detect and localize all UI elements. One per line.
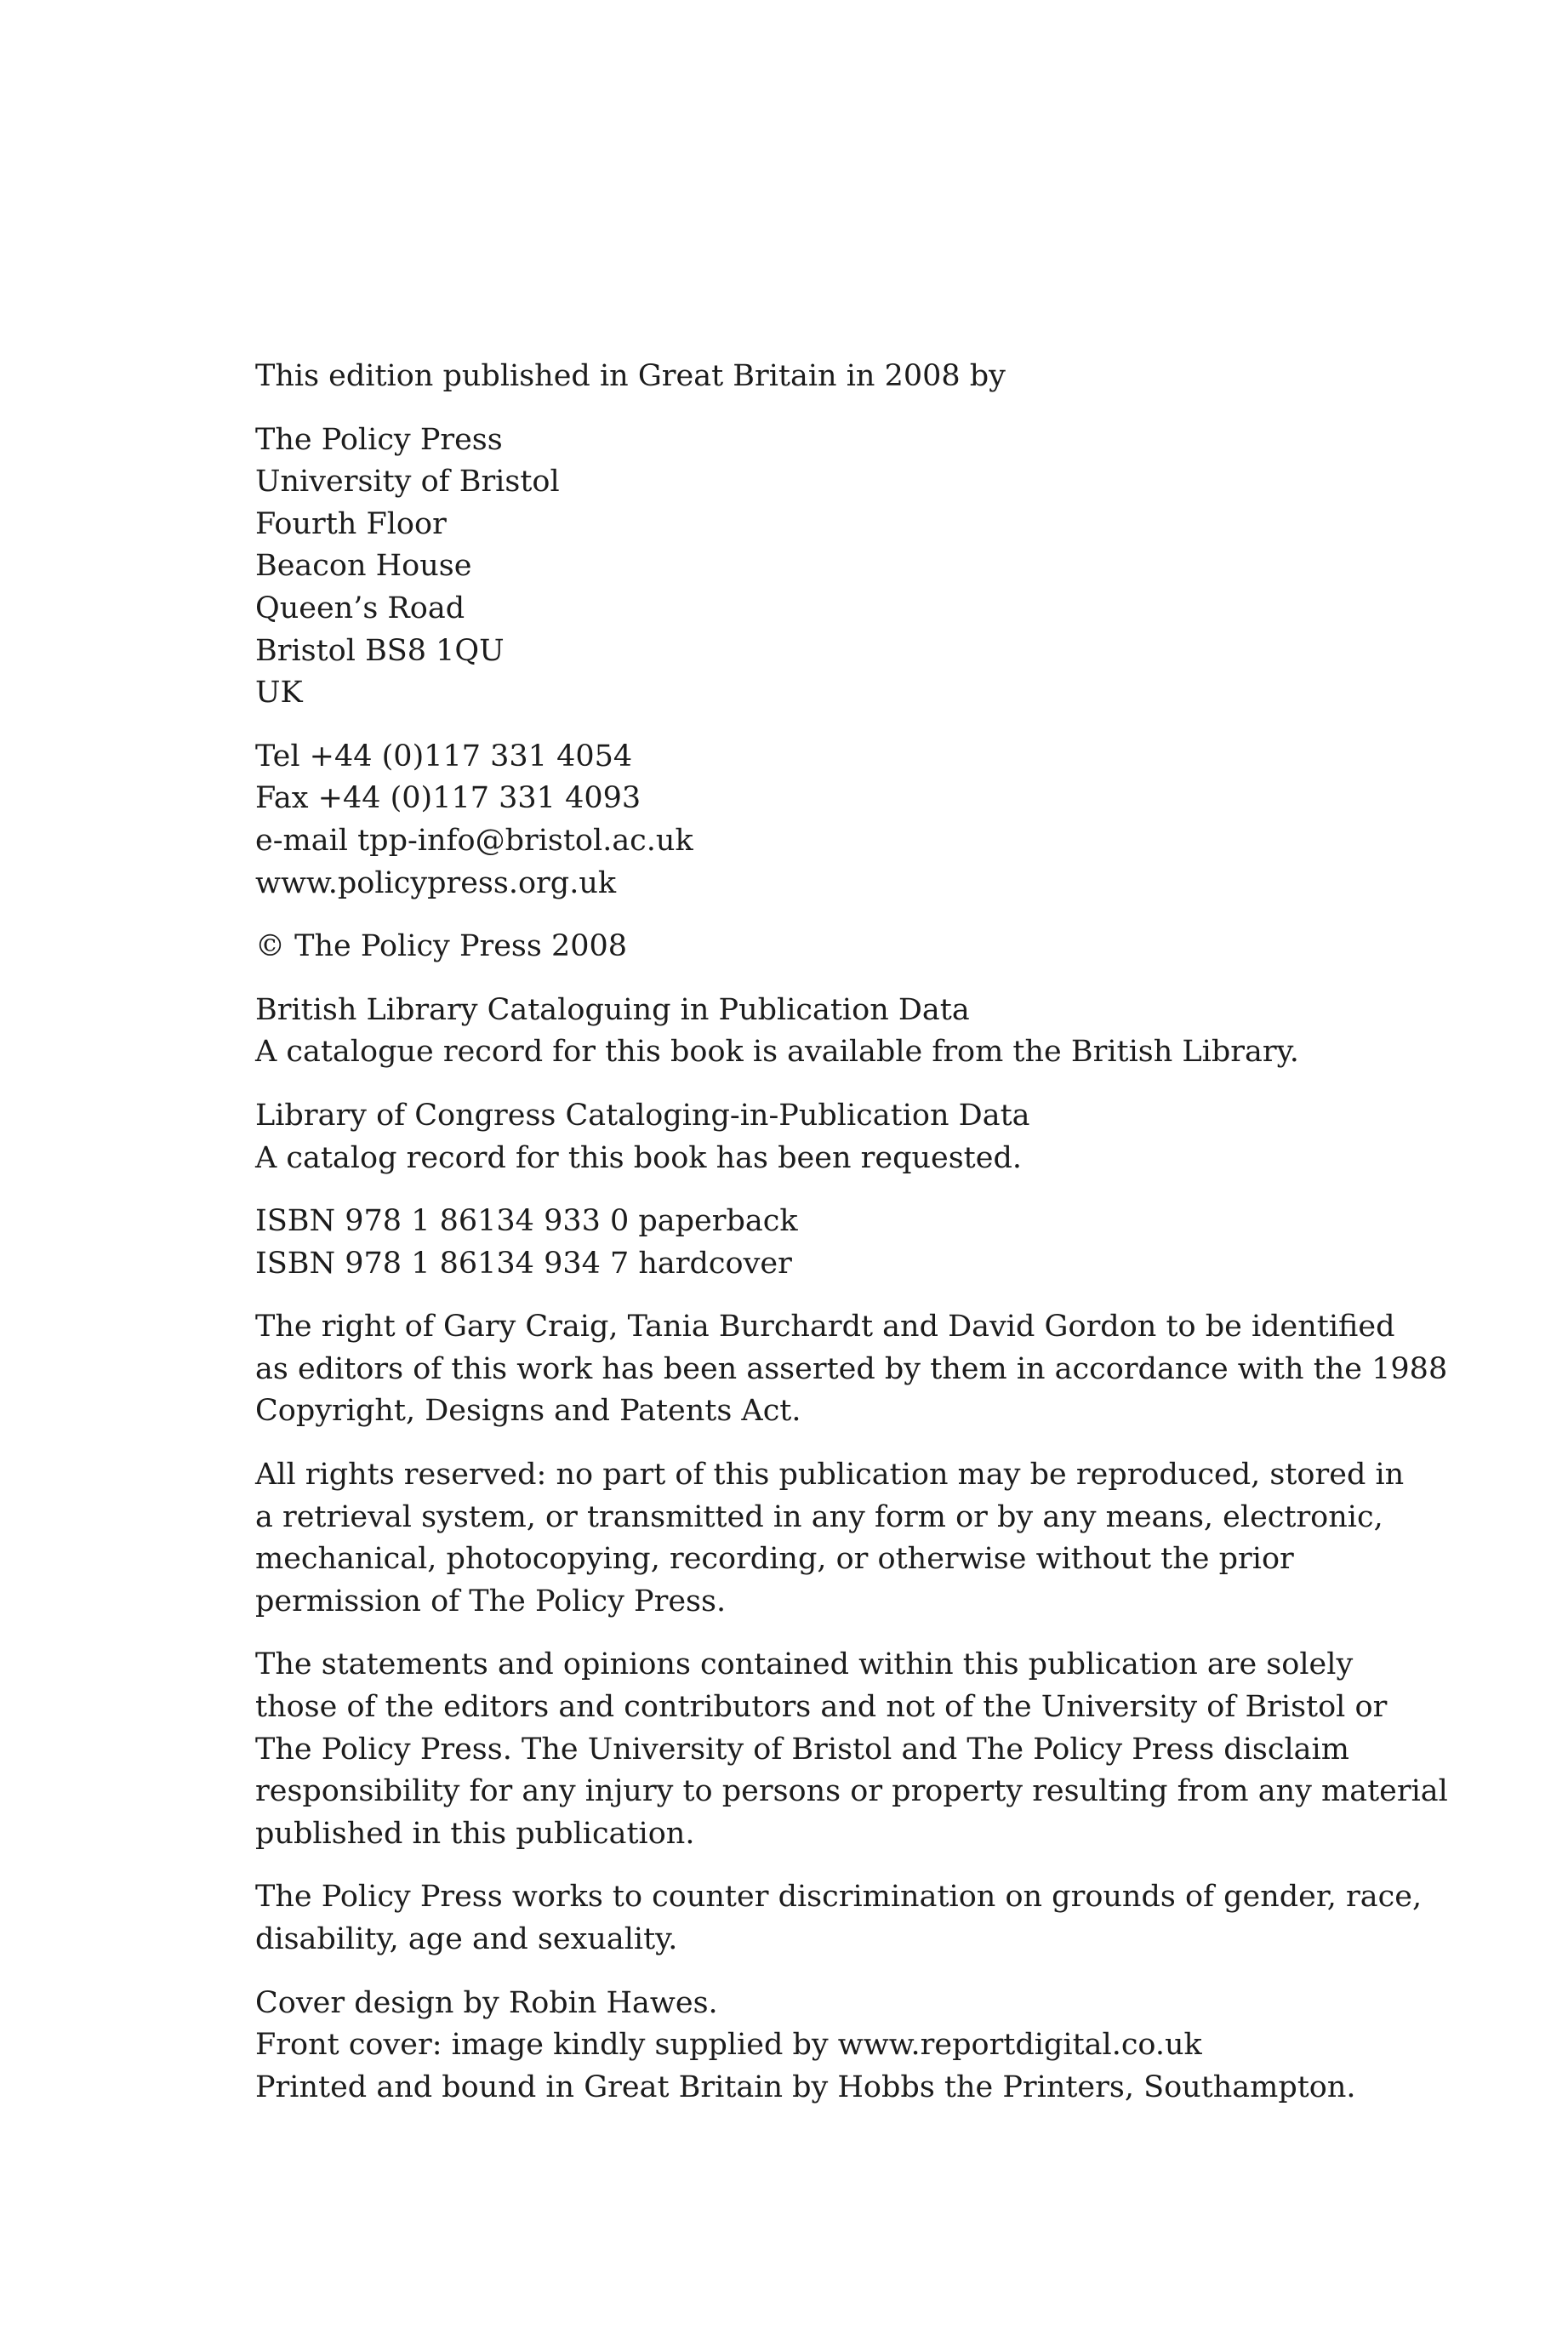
text-line: The Policy Press. The University of Bristol and The Policy Press disclaim: [255, 1732, 1349, 1767]
british-library-data: [255, 990, 1361, 1074]
copyright-page: [255, 356, 1448, 2130]
address-line: Queen’s Road: [255, 591, 465, 625]
isbn-hardcover: ISBN 978 1 86134 934 7 hardcover: [255, 1246, 792, 1281]
address-line: Bristol BS8 1QU: [255, 633, 505, 668]
telephone: Tel +44 (0)117 331 4054: [255, 739, 633, 774]
right-statement: [255, 1306, 1448, 1433]
front-cover-credit: Front cover: image kindly supplied by www.reportdigital.co.uk: [255, 2028, 1202, 2063]
production-credits: [255, 1983, 1361, 2109]
address-line: Fourth Floor: [255, 506, 447, 541]
publisher-contact: [255, 736, 1361, 905]
fax: Fax +44 (0)117 331 4093: [255, 781, 641, 816]
british-library-record: A catalogue record for this book is available from the British Library.: [255, 1035, 1299, 1070]
address-line: Beacon House: [255, 549, 472, 584]
text-line: published in this publication.: [255, 1816, 695, 1851]
isbn-list: [255, 1201, 1361, 1285]
isbn-paperback: ISBN 978 1 86134 933 0 paperback: [255, 1204, 798, 1239]
text-line: disability, age and sexuality.: [255, 1922, 678, 1956]
text-line: The Policy Press works to counter discrimination on grounds of gender, race,: [255, 1880, 1423, 1915]
text-line: a retrieval system, or transmitted in any form or by any means, electronic,: [255, 1499, 1383, 1534]
library-of-congress-data: [255, 1095, 1361, 1179]
published-line: This edition published in Great Britain in 2008 by: [255, 359, 1006, 393]
address-line: UK: [255, 676, 303, 711]
cover-design-credit: Cover design by Robin Hawes.: [255, 1985, 718, 2020]
library-of-congress-record: A catalog record for this book has been requested.: [255, 1140, 1022, 1175]
text-line: as editors of this work has been asserted by them in accordance with the 1988: [255, 1351, 1448, 1386]
text-line: responsibility for any injury to persons or property resulting from any material: [255, 1774, 1448, 1809]
text-line: permission of The Policy Press.: [255, 1584, 727, 1618]
email: e-mail tpp-info@bristol.ac.uk: [255, 823, 693, 858]
text-line: those of the editors and contributors and not of the University of Bristol or: [255, 1690, 1388, 1725]
text-line: The right of Gary Craig, Tania Burchardt and David Gordon to be identified: [255, 1310, 1395, 1344]
rights-reserved: [255, 1454, 1405, 1623]
website: www.policypress.org.uk: [255, 865, 617, 900]
address-line: University of Bristol: [255, 465, 560, 500]
copyright-notice: [255, 926, 1361, 968]
copyright-line: © The Policy Press 2008: [255, 929, 628, 964]
text-line: Copyright, Designs and Patents Act.: [255, 1394, 801, 1429]
published-statement: [255, 356, 1361, 398]
library-of-congress-heading: Library of Congress Cataloging-in-Publication Data: [255, 1098, 1030, 1133]
disclaimer: [255, 1644, 1448, 1855]
text-line: All rights reserved: no part of this publication may be reproduced, stored in: [255, 1458, 1405, 1493]
discrimination-statement: [255, 1876, 1423, 1961]
printer-credit: Printed and bound in Great Britain by Hobbs the Printers, Southampton.: [255, 2069, 1356, 2104]
british-library-heading: British Library Cataloguing in Publication Data: [255, 992, 970, 1027]
publisher-address: [255, 420, 1361, 715]
text-line: mechanical, photocopying, recording, or otherwise without the prior: [255, 1542, 1294, 1577]
text-line: The statements and opinions contained within this publication are solely: [255, 1647, 1354, 1682]
address-line: The Policy Press: [255, 422, 503, 457]
